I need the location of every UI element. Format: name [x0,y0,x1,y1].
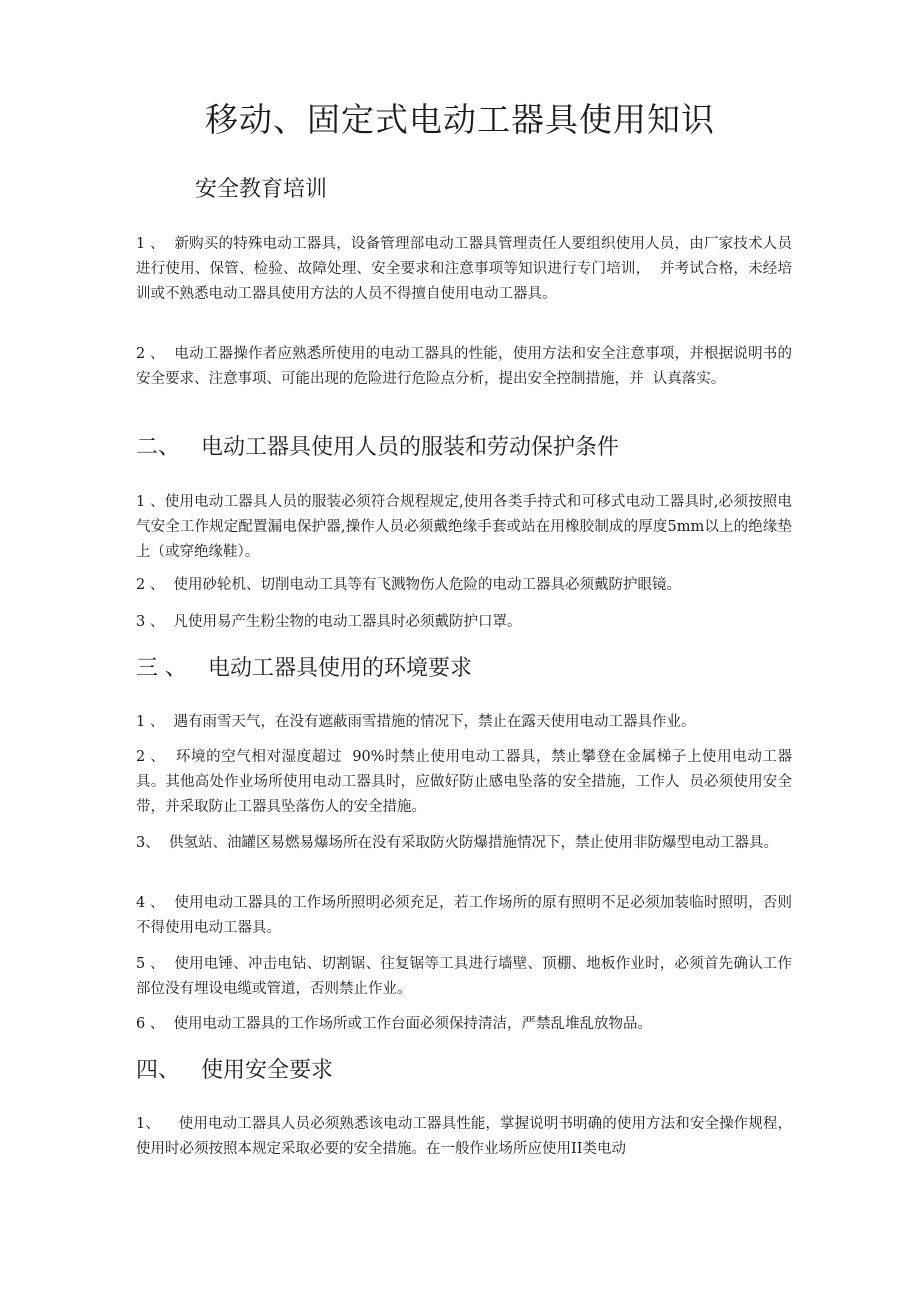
paragraph: 2 、 电动工器操作者应熟悉所使用的电动工器具的性能，使用方法和安全注意事项，并根据说明书的安全要求、注意事项、可能出现的危险进行危险点分析，提出安全控制措施，并 认真落实。 [136,346,792,387]
paragraph: 4 、 使用电动工器具的工作场所照明必须充足，若工作场所的原有照明不足必须加装临时照明，否则不得使用电动工器具。 [136,895,792,936]
paragraph: 1 、使用电动工器具人员的服装必须符合规程规定,使用各类手持式和可移式电动工器具时,必须按照电气安全工作规定配置漏电保护器,操作人员必须戴绝缘手套或站在用橡胶制成的厚度5mm以上的绝缘垫上（或穿绝缘鞋）。 [136,494,792,560]
paragraph: 6 、 使用电动工器具的工作场所或工作台面必须保持清洁，严禁乱堆乱放物品。 [136,1016,653,1032]
paragraph: 3、 供氢站、油罐区易燃易爆场所在没有采取防火防爆措施情况下，禁止使用非防爆型电动工器具。 [136,835,778,851]
page-subtitle: 安全教育培训 [195,177,328,202]
paragraph: 1 、 新购买的特殊电动工器具，设备管理部电动工器具管理责任人要组织使用人员，由厂家技术人员进行使用、保管、检验、故障处理、安全要求和注意事项等知识进行专门培训， 并考试合格，未经培训或不熟悉电动工器具使用方法的人员不得擅自使用电动工器具。 [136,236,792,302]
paragraph: 1 、 遇有雨雪天气，在没有遮蔽雨雪措施的情况下，禁止在露天使用电动工器具作业。 [136,714,696,730]
paragraph: 2 、 使用砂轮机、切削电动工具等有飞溅物伤人危险的电动工器具必须戴防护眼镜。 [136,577,682,593]
paragraph: 1、 使用电动工器具人员必须熟悉该电动工器具性能，掌握说明书明确的使用方法和安全操作规程，使用时必须按照本规定采取必要的安全措施。在一般作业场所应使用II类电动 [136,1116,792,1157]
paragraph: 2 、 环境的空气相对湿度超过 90%时禁止使用电动工器具，禁止攀登在金属梯子上使用电动工器具。其他高处作业场所使用电动工器具时，应做好防止感电坠落的安全措施，工作人 员必须使用安全带，并采取防止工器具坠落伤人的安全措施。 [136,749,792,815]
paragraph: 5 、 使用电锤、冲击电钻、切割锯、往复锯等工具进行墙壁、顶棚、地板作业时，必须首先确认工作部位没有埋设电缆或管道，否则禁止作业。 [136,956,792,997]
section-heading: 四、 使用安全要求 [136,1058,333,1083]
section-heading: 三 、 电动工器具使用的环境要求 [136,656,472,681]
page-title: 移动、固定式电动工器具使用知识 [205,100,715,139]
section-heading: 二、 电动工器具使用人员的服装和劳动保护条件 [136,435,619,460]
paragraph: 3 、 凡使用易产生粉尘物的电动工器具时必须戴防护口罩。 [136,614,522,630]
